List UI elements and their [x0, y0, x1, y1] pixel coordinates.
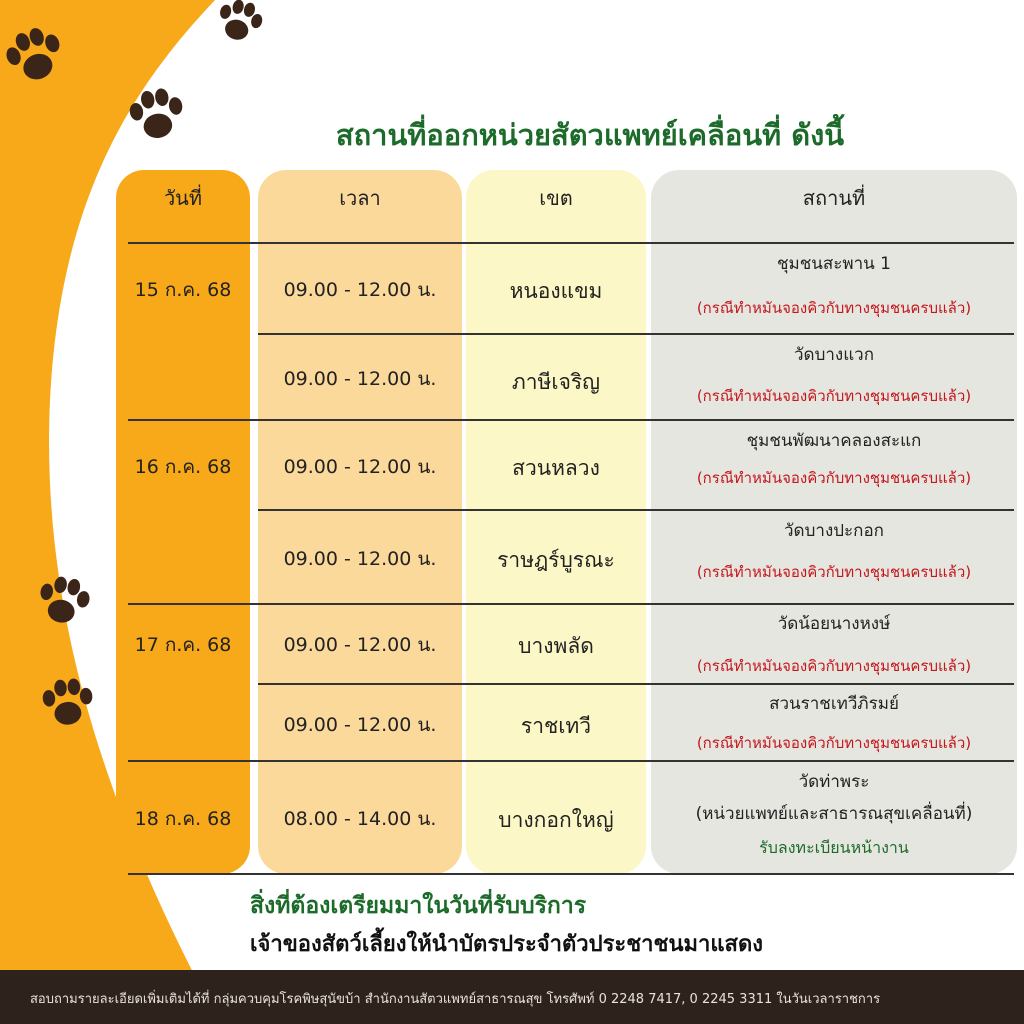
paw-icon	[120, 82, 192, 148]
divider	[128, 760, 1014, 762]
page-title: สถานที่ออกหน่วยสัตวแพทย์เคลื่อนที่ ดังนี้	[335, 118, 845, 152]
place-name: สวนราชเทวีภิรมย์	[769, 694, 899, 714]
paw-icon	[203, 0, 275, 48]
district-cell: ราษฎร์บูรณะ	[497, 548, 615, 572]
district-cell: หนองแขม	[509, 279, 603, 303]
time-cell: 09.00 - 12.00 น.	[283, 634, 437, 656]
time-cell: 09.00 - 12.00 น.	[283, 714, 437, 736]
place-note: (กรณีทำหมันจองคิวกับทางชุมชนครบแล้ว)	[696, 563, 972, 581]
header-place: สถานที่	[802, 186, 866, 210]
place-name: ชุมชนพัฒนาคลองสะแก	[746, 431, 922, 451]
divider	[258, 333, 1014, 335]
place-note: (กรณีทำหมันจองคิวกับทางชุมชนครบแล้ว)	[696, 734, 972, 752]
divider	[128, 419, 1014, 421]
time-cell: 09.00 - 12.00 น.	[283, 548, 437, 570]
place-note: (กรณีทำหมันจองคิวกับทางชุมชนครบแล้ว)	[696, 469, 972, 487]
place-name: วัดบางแวก	[793, 345, 875, 365]
footer-contact: สอบถามรายละเอียดเพิ่มเติมได้ที่ กลุ่มควบคุมโรคพิษสุนัขบ้า สำนักงานสัตวแพทย์สาธารณสุข โทรศัพท์ 0 2248 7417, 0 2245 3311 ในวันเวลาราชการ	[30, 992, 881, 1007]
place-note: (กรณีทำหมันจองคิวกับทางชุมชนครบแล้ว)	[696, 657, 972, 675]
district-cell: ภาษีเจริญ	[511, 370, 601, 394]
paw-icon	[36, 672, 98, 734]
header-date: วันที่	[163, 186, 203, 210]
divider	[258, 683, 1014, 685]
divider	[258, 509, 1014, 511]
place-note: (หน่วยแพทย์และสาธารณสุขเคลื่อนที่)	[695, 804, 973, 824]
prepare-title: สิ่งที่ต้องเตรียมมาในวันที่รับบริการ	[250, 893, 587, 919]
divider	[128, 242, 1014, 244]
paw-icon	[0, 22, 68, 90]
time-cell: 09.00 - 12.00 น.	[283, 279, 437, 301]
date-cell: 18 ก.ค. 68	[134, 808, 232, 830]
district-cell: บางกอกใหญ่	[498, 808, 614, 832]
place-name: วัดบางปะกอก	[784, 521, 884, 541]
district-cell: สวนหลวง	[512, 456, 600, 480]
prepare-text: เจ้าของสัตว์เลี้ยงให้นำบัตรประจำตัวประชาชนมาแสดง	[250, 932, 763, 957]
place-name: ชุมชนสะพาน 1	[776, 254, 891, 274]
divider	[128, 873, 1014, 875]
date-cell: 15 ก.ค. 68	[134, 279, 232, 301]
footer-bar	[0, 970, 1024, 1024]
date-cell: 16 ก.ค. 68	[134, 456, 232, 478]
header-district: เขต	[539, 186, 573, 210]
date-cell: 17 ก.ค. 68	[134, 634, 232, 656]
place-extra: รับลงทะเบียนหน้างาน	[759, 838, 909, 857]
header-time: เวลา	[339, 186, 381, 210]
place-name: วัดท่าพระ	[798, 772, 870, 792]
place-name: วัดน้อยนางหงษ์	[777, 614, 891, 634]
time-cell: 08.00 - 14.00 น.	[283, 808, 437, 830]
place-note: (กรณีทำหมันจองคิวกับทางชุมชนครบแล้ว)	[696, 299, 972, 317]
district-cell: ราชเทวี	[520, 714, 592, 738]
divider	[128, 603, 1014, 605]
paw-icon	[32, 570, 94, 632]
district-cell: บางพลัด	[518, 634, 594, 658]
time-cell: 09.00 - 12.00 น.	[283, 368, 437, 390]
time-cell: 09.00 - 12.00 น.	[283, 456, 437, 478]
place-note: (กรณีทำหมันจองคิวกับทางชุมชนครบแล้ว)	[696, 387, 972, 405]
